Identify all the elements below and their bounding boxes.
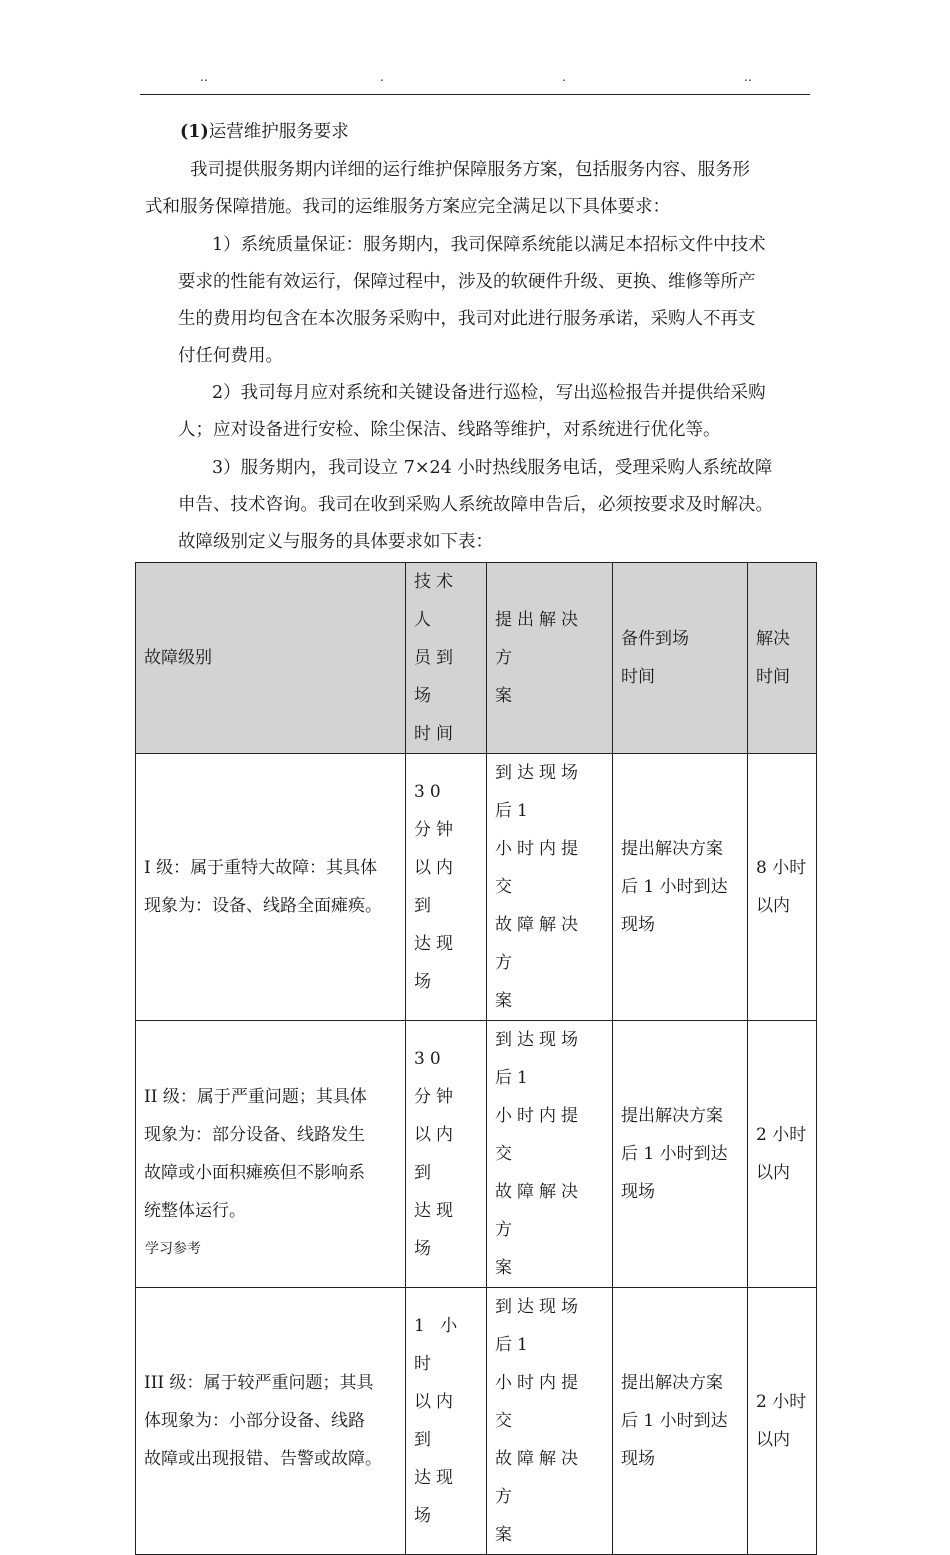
requirement-line: 3）服务期内，我司设立 7×24 小时热线服务电话，受理采购人系统故障: [212, 458, 773, 478]
header-dot: .: [562, 70, 566, 84]
parts-cell: 提出解决方案 后 1 小时到达 现场: [613, 1021, 748, 1288]
header-rule: [140, 94, 810, 95]
section-title: 运营维护服务要求: [208, 122, 349, 142]
requirement-line: 1）系统质量保证：服务期内，我司保障系统能以满足本招标文件中技术: [212, 235, 766, 255]
table-row: [136, 1021, 817, 1288]
requirement-line: 2）我司每月应对系统和关键设备进行巡检，写出巡检报告并提供给采购: [212, 383, 766, 403]
header-cell-resolve: 解决 时间: [748, 563, 817, 754]
solution-cell: 到达现场后1 小时内提交 故障解决方 案: [487, 1021, 613, 1288]
level-cell: III 级：属于较严重问题；其具 体现象为：小部分设备、线路 故障或出现报错、告警或故障。: [136, 1288, 406, 1555]
fault-level-table: [135, 562, 817, 1555]
resolve-cell: 8 小时 以内: [748, 754, 817, 1021]
requirement-line: 付任何费用。: [178, 346, 283, 366]
header-dot: ..: [200, 70, 208, 84]
section-heading: [180, 114, 349, 150]
header-cell-solution: 提出解决方 案: [487, 563, 613, 754]
requirement-line: 生的费用均包含在本次服务采购中，我司对此进行服务承诺，采购人不再支: [178, 309, 756, 329]
page-footer: 学习参考: [145, 1241, 201, 1257]
intro-line: 我司提供服务期内详细的运行维护保障服务方案，包括服务内容、服务形: [190, 160, 750, 180]
level-cell: I 级：属于重特大故障：其具体 现象为：设备、线路全面瘫痪。: [136, 754, 406, 1021]
header-cell-level: 故障级别: [136, 563, 406, 754]
table-row: [136, 754, 817, 1021]
header-cell-arrival: 技术人 员到场 时间: [406, 563, 487, 754]
requirement-line: 要求的性能有效运行，保障过程中，涉及的软硬件升级、更换、维修等所产: [178, 272, 756, 292]
header-dots: [140, 70, 810, 90]
arrival-cell: 30 分钟 以内到 达现场: [406, 1021, 487, 1288]
table-row: [136, 1288, 817, 1555]
arrival-cell: 1 小时 以内到 达现场: [406, 1288, 487, 1555]
header-cell-parts: 备件到场 时间: [613, 563, 748, 754]
requirement-line: 人；应对设备进行安检、除尘保洁、线路等维护，对系统进行优化等。: [178, 420, 721, 440]
table-header-row: [136, 563, 817, 754]
requirement-line: 故障级别定义与服务的具体要求如下表：: [178, 532, 493, 552]
arrival-cell: 30 分钟 以内到 达现场: [406, 754, 487, 1021]
solution-cell: 到达现场后1 小时内提交 故障解决方 案: [487, 754, 613, 1021]
requirement-line: 申告、技术咨询。我司在收到采购人系统故障申告后，必须按要求及时解决。: [178, 495, 773, 515]
solution-cell: 到达现场后1 小时内提交 故障解决方 案: [487, 1288, 613, 1555]
level-cell: II 级：属于严重问题；其具体 现象为：部分设备、线路发生 故障或小面积瘫痪但不影响系 统整体运行。: [136, 1021, 406, 1288]
intro-line: 式和服务保障措施。我司的运维服务方案应完全满足以下具体要求：: [145, 197, 670, 217]
parts-cell: 提出解决方案 后 1 小时到达 现场: [613, 754, 748, 1021]
header-dot: .: [380, 70, 384, 84]
header-dot: ..: [744, 70, 752, 84]
section-number: (1): [180, 122, 209, 142]
resolve-cell: 2 小时 以内: [748, 1288, 817, 1555]
resolve-cell: 2 小时 以内: [748, 1021, 817, 1288]
parts-cell: 提出解决方案 后 1 小时到达 现场: [613, 1288, 748, 1555]
